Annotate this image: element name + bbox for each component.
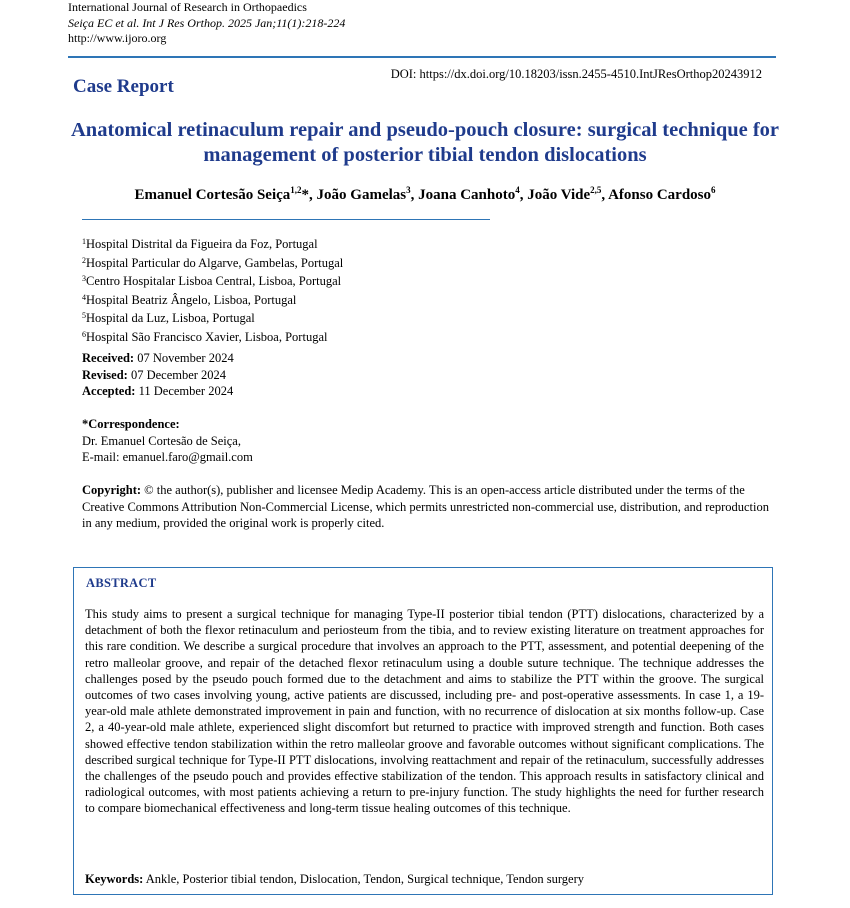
author-list [40, 185, 810, 204]
affiliation-num: 3 [82, 274, 86, 283]
author-sup: 6 [711, 185, 716, 195]
article-type: Case Report [73, 76, 174, 97]
author-sup: 1,2 [290, 185, 302, 195]
revised-date [82, 367, 234, 384]
abstract-text: This study aims to present a surgical technique for managing Type-II posterior tibial tendon (PTT) dislocations, characterized by a detachment of both the flexor retinaculum and periosteum from the tibia, and to review existing literature on treatment approaches for this rare condition. We describe a surgical procedure that involves an approach to the PTT, assessment, and potential deepening of the retro malleolar groove, and repair of the detached flexor retinaculum using a double suture technique. The technique addresses the challenges posed by the pseudo pouch formed due to the detachment and aims to stabilize the PTT within the groove. The surgical outcomes of two cases involving young, active patients are discussed, including pre- and post-operative assessments. In case 1, a 19-year-old male athlete demonstrated improvement in pain and function, with no recurrence of dislocation at six months follow-up. Case 2, a 40-year-old male athlete, experienced slight discomfort but returned to practice with improved strength and function. Both cases showed effective tendon stabilization within the retro malleolar groove and favorable outcomes without significant complications. The described surgical technique for Type-II PTT dislocations, involving reattachment and repair of the retinaculum, successfully addresses the challenges of the pseudo pouch and provides effective stabilization of the tendon. This approach results in satisfactory clinical and radiological outcomes, with most patients achieving a return to pre-injury function. The study highlights the need for further research to compare biomechanical effectiveness and long-term tissue healing outcomes of this technique. [85, 607, 764, 816]
article-dates [82, 350, 234, 400]
affiliation-num: 6 [82, 329, 86, 339]
header-divider [68, 56, 776, 58]
received-label: Received: [82, 351, 135, 365]
author-sep: , [519, 187, 528, 203]
affiliation-num: 4 [82, 292, 86, 302]
doi-link[interactable]: DOI: https://dx.doi.org/10.18203/issn.2455-4510.IntJResOrthop20243912 [390, 67, 762, 81]
affiliation-list [82, 234, 343, 345]
accepted-date [82, 383, 234, 400]
affiliation-num: 2 [82, 255, 86, 265]
abstract-box [73, 567, 773, 895]
author-sup: 4 [515, 185, 520, 195]
affiliation-item [82, 327, 343, 346]
keywords-text: Ankle, Posterior tibial tendon, Dislocation, Tendon, Surgical technique, Tendon surgery [143, 872, 584, 886]
affiliation-text: Hospital São Francisco Xavier, Lisboa, Portugal [86, 329, 328, 344]
affiliation-text: Hospital Distrital da Figueira da Foz, Portugal [86, 237, 318, 251]
keywords [85, 872, 584, 887]
received-date [82, 350, 234, 367]
affiliation-item [82, 308, 343, 327]
copyright-notice [82, 482, 770, 532]
affiliation-num: 5 [82, 311, 86, 320]
author-sup: 3 [406, 185, 411, 195]
affiliation-item [82, 234, 343, 253]
author-divider [82, 219, 490, 220]
affiliation-text: Hospital Beatriz Ângelo, Lisboa, Portugal [86, 292, 297, 307]
affiliation-item [82, 290, 343, 309]
author-name: João Vide [527, 187, 591, 203]
author-sep: , [410, 187, 419, 203]
revised-value: 07 December 2024 [127, 367, 227, 382]
affiliation-text: Hospital da Luz, Lisboa, Portugal [86, 311, 255, 325]
author-sep: , [601, 187, 609, 203]
journal-citation: Seiça EC et al. Int J Res Orthop. 2025 Jan;11(1):218-224 [68, 15, 346, 30]
affiliation-text: Hospital Particular do Algarve, Gambelas, Portugal [86, 255, 344, 270]
author-sep: *, [301, 187, 317, 203]
author-name: João Gamelas [316, 187, 407, 203]
copyright-label: Copyright: [82, 483, 142, 497]
correspondence-email[interactable]: E-mail: emanuel.faro@gmail.com [82, 450, 253, 464]
journal-url[interactable]: http://www.ijoro.org [68, 31, 167, 45]
affiliation-item [82, 253, 343, 272]
affiliation-text: Centro Hospitalar Lisboa Central, Lisboa, Portugal [86, 274, 342, 288]
copyright-text: © the author(s), publisher and licensee Medip Academy. This is an open-access article distributed under the terms of the Creative Commons Attribution Non-Commercial License, which permits unrestricted non-commercial use, distribution, and reproduction in any medium, provided the original work is properly cited. [82, 483, 769, 530]
affiliation-item [82, 271, 343, 290]
journal-header [68, 0, 345, 47]
accepted-label: Accepted: [82, 384, 136, 398]
correspondence-name: Dr. Emanuel Cortesão de Seiça, [82, 433, 241, 448]
author-name: Emanuel Cortesão Seiça [134, 187, 291, 203]
article-title: Anatomical retinaculum repair and pseudo-pouch closure: surgical technique for management of posterior tibial tendon dislocations [70, 119, 780, 166]
keywords-label: Keywords: [85, 872, 144, 886]
abstract-heading: ABSTRACT [86, 576, 157, 590]
correspondence [82, 416, 253, 466]
accepted-value: 11 December 2024 [135, 384, 234, 398]
revised-label: Revised: [82, 367, 128, 382]
affiliation-num: 1 [82, 237, 86, 246]
journal-name: International Journal of Research in Orthopaedics [68, 0, 307, 14]
author-name: Afonso Cardoso [608, 187, 712, 203]
author-name: Joana Canhoto [418, 187, 516, 203]
received-value: 07 November 2024 [134, 351, 234, 365]
correspondence-label: *Correspondence: [82, 417, 180, 431]
author-sup: 2,5 [590, 185, 602, 195]
